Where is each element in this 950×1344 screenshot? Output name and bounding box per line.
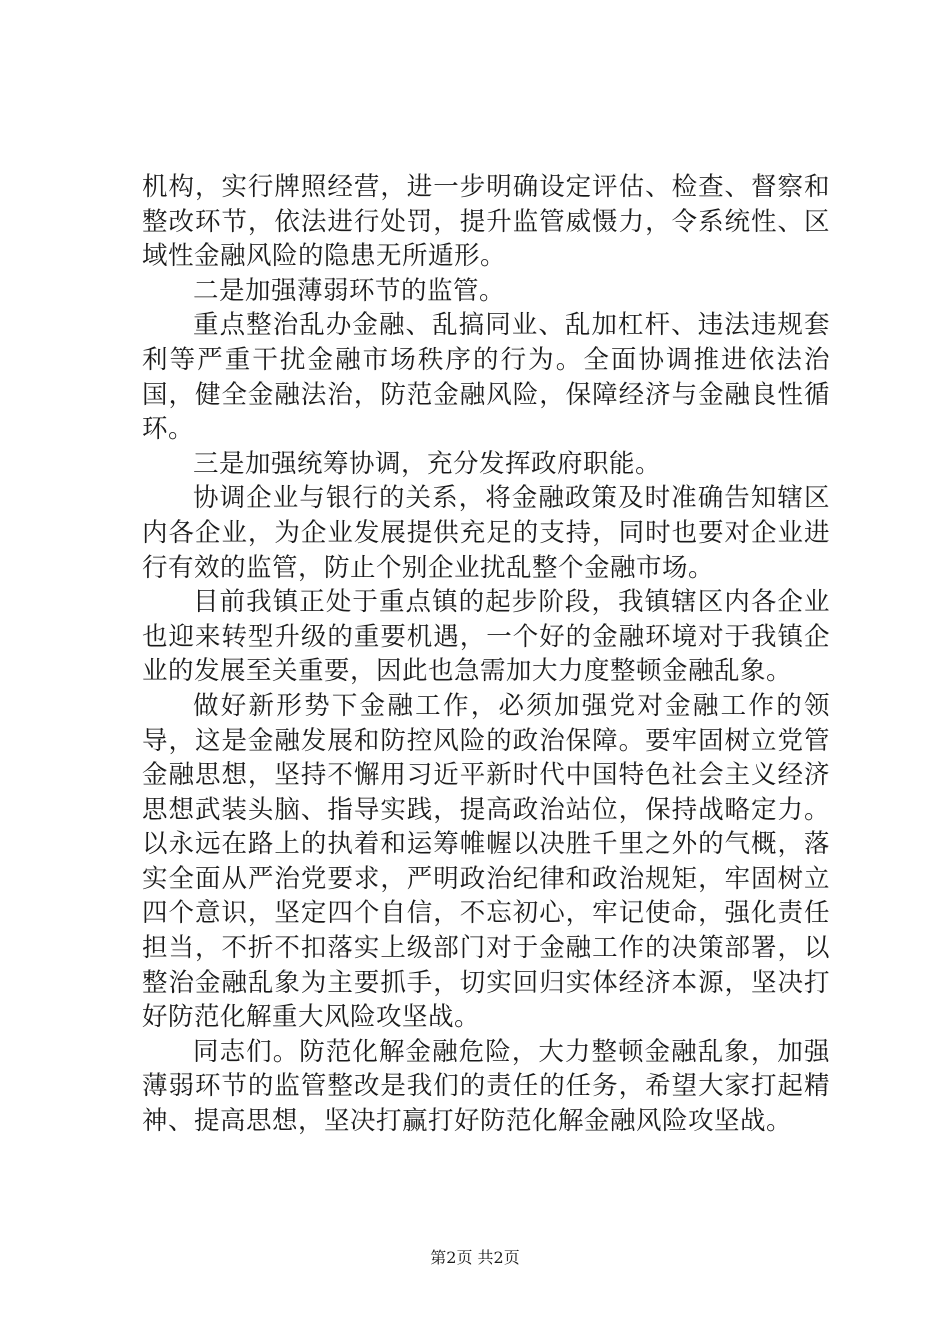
paragraph-heading-3: 三是加强统筹协调，充分发挥政府职能。 <box>193 448 662 479</box>
paragraph-heading-2: 二是加强薄弱环节的监管。 <box>193 275 506 306</box>
paragraph: 做好新形势下金融工作，必须加强党对金融工作的领导，这是金融发展和防控风险的政治保障。要牢固树立党管金融思想，坚持不懈用习近平新时代中国特色社会主义经济思想武装头脑、指导实践，提高政治站位，保持战略定力。以永远在路上的执着和运筹帷幄以决胜千里之外的气概，落实全面从严治党要求，严明政治纪律和政治规矩，牢固树立四个意识，坚定四个自信，不忘初心，牢记使命，强化责任担当，不折不扣落实上级部门对于金融工作的决策部署，以整治金融乱象为主要抓手，切实回归实体经济本源，坚决打好防范化解重大风险攻坚战。 <box>142 690 830 1033</box>
paragraph-closing: 同志们。防范化解金融危险，大力整顿金融乱象，加强薄弱环节的监管整改是我们的责任的任务，希望大家打起精神、提高思想，坚决打赢打好防范化解金融风险攻坚战。 <box>142 1036 830 1137</box>
page-number-footer: 第2页 共2页 <box>430 1248 520 1267</box>
document-body <box>142 170 830 1139</box>
paragraph: 重点整治乱办金融、乱搞同业、乱加杠杆、违法违规套利等严重干扰金融市场秩序的行为。全面协调推进依法治国，健全金融法治，防范金融风险，保障经济与金融良性循环。 <box>142 310 830 445</box>
paragraph: 目前我镇正处于重点镇的起步阶段，我镇辖区内各企业也迎来转型升级的重要机遇，一个好的金融环境对于我镇企业的发展至关重要，因此也急需加大力度整顿金融乱象。 <box>142 587 830 687</box>
paragraph: 协调企业与银行的关系，将金融政策及时准确告知辖区内各企业，为企业发展提供充足的支持，同时也要对企业进行有效的监管，防止个别企业扰乱整个金融市场。 <box>142 483 830 583</box>
paragraph-continued: 机构，实行牌照经营，进一步明确设定评估、检查、督察和整改环节，依法进行处罚，提升监管威慑力，令系统性、区域性金融风险的隐患无所遁形。 <box>142 172 830 272</box>
